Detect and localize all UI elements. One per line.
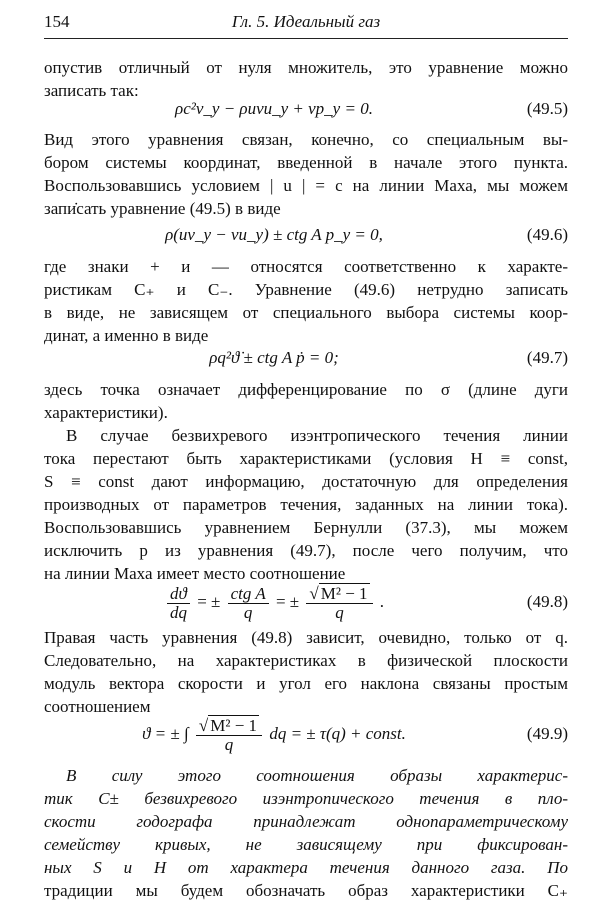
equation-49-9: [44, 712, 568, 756]
equation-49-7: [44, 343, 568, 373]
text-line: здесь точка означает дифференцирование по σ (длине дуги: [44, 380, 568, 399]
text-line: Воспользовавшись условием | u | = c на линии Маха, мы можем: [44, 176, 568, 195]
text-line: ных S и H от характера течения данного газа. По: [44, 858, 568, 877]
equation-49-5: [44, 94, 568, 124]
text-line: исключить p из уравнения (49.7), после чего получим, что: [44, 541, 568, 560]
text-line: семейству кривых, не зависящему при фиксирован-: [44, 835, 568, 854]
text-line: тока перестают быть характеристиками (условия H ≡ const,: [44, 449, 568, 468]
header-rule: [44, 38, 568, 39]
text-line: тик C± безвихревого изэнтропического течения в пло-: [44, 789, 568, 808]
text-line: Вид этого уравнения связан, конечно, со специальным вы-: [44, 130, 568, 149]
equation-number: (49.7): [526, 348, 568, 367]
radicand: M² − 1: [210, 715, 258, 735]
fraction: [167, 585, 190, 622]
numerator: √ M² − 1: [196, 717, 262, 736]
denominator: dq: [169, 602, 187, 622]
equation-formula: [44, 712, 504, 756]
equation-number: (49.6): [526, 225, 568, 244]
equation-formula: ρc²v_y − ρuvu_y + vp_y = 0.: [175, 99, 373, 118]
integral-lead: ϑ = ± ∫: [142, 724, 189, 743]
text-line: ристикам C₊ и C₋. Уравнение (49.6) нетрудно записать: [44, 280, 568, 299]
operator: = ±: [275, 592, 300, 611]
denominator: q: [224, 734, 234, 754]
equation-49-8: [44, 580, 568, 624]
text-line: характеристики).: [44, 403, 168, 422]
period: .: [379, 592, 385, 611]
page-header: [44, 10, 568, 36]
text-line: записать так:: [44, 81, 139, 100]
text-line: где знаки + и — относятся соответственно к характе-: [44, 257, 568, 276]
text-line: В случае безвихревого изэнтропического течения линии: [66, 426, 568, 445]
numerator: ctg A: [228, 585, 269, 604]
text-line: бором системы координат, введенной в начале этого пункта.: [44, 153, 568, 172]
radicand: M² − 1: [320, 583, 368, 603]
text-line: скости годографа принадлежат однопараметрическому: [44, 812, 568, 831]
chapter-title: Гл. 5. Идеальный газ: [231, 12, 381, 31]
text-line: В силу этого соотношения образы характерис-: [66, 766, 568, 785]
denominator: q: [243, 602, 253, 622]
equation-number: (49.8): [526, 592, 568, 611]
text-line: производных от параметров течения, заданных на линии тока).: [44, 495, 568, 514]
numerator: √ M² − 1: [306, 585, 372, 604]
equation-formula: ρq²ϑ̇ ± ctg A ṗ = 0;: [209, 348, 339, 367]
text-line: в виде, не зависящем от специального выбора системы коор-: [44, 303, 568, 322]
operator: = ±: [197, 592, 221, 611]
text-line: Правая часть уравнения (49.8) зависит, очевидно, только от q.: [44, 628, 568, 647]
equation-formula: ρ(uv_y − vu_y) ± ctg A p_y = 0,: [165, 225, 383, 244]
page-number: 154: [44, 12, 70, 31]
text-line: традиции мы будем обозначать образ характеристики C₊: [44, 881, 568, 900]
integral-tail: dq = ± τ(q) + const.: [269, 724, 406, 743]
text-line: опустив отличный от нуля множитель, это уравнение можно: [44, 58, 568, 77]
equation-number: (49.9): [526, 724, 568, 743]
equation-49-6: [44, 220, 568, 250]
fraction: [306, 585, 372, 622]
text-line: модуль вектора скорости и угол его наклона связаны простым: [44, 674, 568, 693]
text-line: Следовательно, на характеристиках в физической плоскости: [44, 651, 568, 670]
text-line: динат, а именно в виде: [44, 326, 209, 345]
text-line: S ≡ const дают информацию, достаточную для определения: [44, 472, 568, 491]
text-line: запи̇сать уравнение (49.5) в виде: [44, 199, 281, 218]
fraction: [196, 717, 262, 754]
equation-formula: [44, 580, 504, 624]
text-line: Воспользовавшись уравнением Бернулли (37.3), мы можем: [44, 518, 568, 537]
text-line: на линии Маха имеет место соотношение: [44, 564, 346, 583]
numerator: dϑ: [167, 585, 190, 604]
denominator: q: [335, 602, 344, 622]
equation-number: (49.5): [526, 99, 568, 118]
text-line: соотношением: [44, 697, 151, 716]
fraction: [228, 585, 269, 622]
